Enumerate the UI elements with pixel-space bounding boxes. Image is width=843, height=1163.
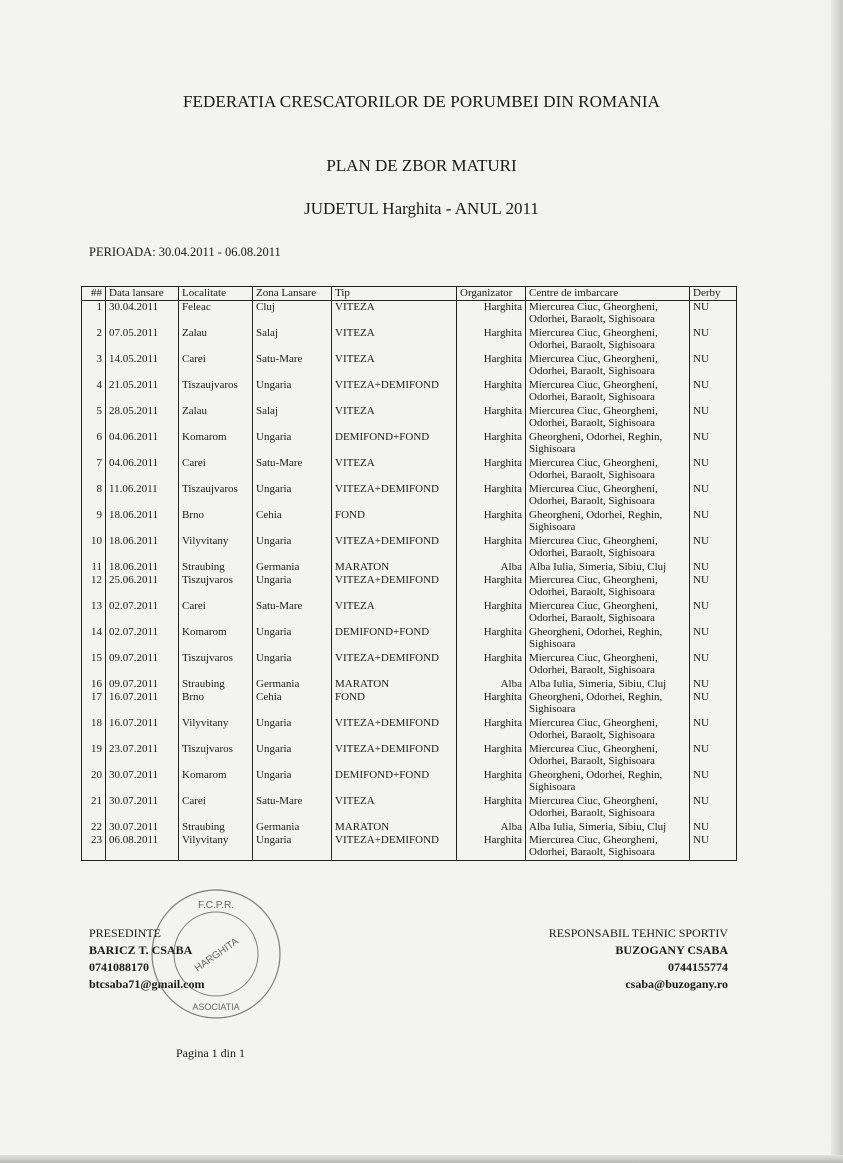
cell-derby: NU: [690, 795, 737, 821]
cell-place: Tiszujvaros: [179, 743, 253, 769]
cell-nr: 9: [82, 509, 106, 535]
cell-org: Harghita: [457, 691, 526, 717]
cell-place: Vilyvitany: [179, 535, 253, 561]
cell-type: VITEZA: [332, 795, 457, 821]
cell-date: 07.05.2011: [106, 327, 179, 353]
flight-plan-table: [81, 286, 737, 861]
cell-zone: Germania: [253, 561, 332, 574]
table-body: [82, 301, 737, 861]
cell-derby: NU: [690, 834, 737, 861]
federation-title: FEDERATIA CRESCATORILOR DE PORUMBEI DIN ROMANIA: [182, 92, 661, 111]
cell-nr: 5: [82, 405, 106, 431]
cell-type: MARATON: [332, 678, 457, 691]
cell-center: Miercurea Ciuc, Gheorgheni, Odorhei, Baraolt, Sighisoara: [526, 574, 690, 600]
technical-role: RESPONSABIL TEHNIC SPORTIV: [548, 926, 728, 940]
cell-date: 04.06.2011: [106, 457, 179, 483]
cell-zone: Ungaria: [253, 431, 332, 457]
cell-org: Harghita: [457, 626, 526, 652]
table-row: [82, 691, 737, 717]
cell-date: 16.07.2011: [106, 691, 179, 717]
cell-place: Brno: [179, 691, 253, 717]
cell-place: Tiszaujvaros: [179, 379, 253, 405]
cell-org: Harghita: [457, 652, 526, 678]
table-row: [82, 795, 737, 821]
cell-zone: Ungaria: [253, 769, 332, 795]
cell-center: Miercurea Ciuc, Gheorgheni, Odorhei, Baraolt, Sighisoara: [526, 301, 690, 328]
cell-date: 21.05.2011: [106, 379, 179, 405]
cell-nr: 2: [82, 327, 106, 353]
cell-center: Miercurea Ciuc, Gheorgheni, Odorhei, Baraolt, Sighisoara: [526, 717, 690, 743]
cell-org: Harghita: [457, 535, 526, 561]
cell-zone: Ungaria: [253, 483, 332, 509]
cell-nr: 8: [82, 483, 106, 509]
table-row: [82, 457, 737, 483]
cell-date: 25.06.2011: [106, 574, 179, 600]
cell-zone: Ungaria: [253, 379, 332, 405]
table-row: [82, 717, 737, 743]
cell-org: Harghita: [457, 795, 526, 821]
cell-type: FOND: [332, 509, 457, 535]
cell-nr: 6: [82, 431, 106, 457]
cell-place: Vilyvitany: [179, 834, 253, 861]
cell-zone: Ungaria: [253, 535, 332, 561]
cell-place: Carei: [179, 600, 253, 626]
cell-org: Harghita: [457, 600, 526, 626]
cell-zone: Cehia: [253, 691, 332, 717]
cell-place: Carei: [179, 353, 253, 379]
table-row: [82, 483, 737, 509]
cell-zone: Cehia: [253, 509, 332, 535]
cell-center: Miercurea Ciuc, Gheorgheni, Odorhei, Baraolt, Sighisoara: [526, 379, 690, 405]
cell-center: Miercurea Ciuc, Gheorgheni, Odorhei, Baraolt, Sighisoara: [526, 743, 690, 769]
table-row: [82, 561, 737, 574]
cell-place: Zalau: [179, 327, 253, 353]
cell-nr: 20: [82, 769, 106, 795]
cell-org: Harghita: [457, 405, 526, 431]
cell-org: Alba: [457, 561, 526, 574]
cell-type: VITEZA+DEMIFOND: [332, 834, 457, 861]
cell-zone: Germania: [253, 821, 332, 834]
column-header: ##: [82, 287, 106, 301]
cell-type: VITEZA+DEMIFOND: [332, 717, 457, 743]
cell-derby: NU: [690, 483, 737, 509]
cell-date: 30.04.2011: [106, 301, 179, 328]
cell-date: 18.06.2011: [106, 509, 179, 535]
cell-type: MARATON: [332, 821, 457, 834]
cell-place: Carei: [179, 795, 253, 821]
cell-org: Harghita: [457, 717, 526, 743]
period-text: PERIOADA: 30.04.2011 - 06.08.2011: [89, 245, 281, 259]
president-role: PRESEDINTE: [89, 926, 161, 940]
cell-place: Tiszaujvaros: [179, 483, 253, 509]
cell-type: DEMIFOND+FOND: [332, 626, 457, 652]
svg-text:HARGHITA: HARGHITA: [192, 936, 241, 975]
cell-zone: Salaj: [253, 405, 332, 431]
cell-nr: 21: [82, 795, 106, 821]
cell-org: Harghita: [457, 379, 526, 405]
column-header: Zona Lansare: [253, 287, 332, 301]
cell-center: Miercurea Ciuc, Gheorgheni, Odorhei, Baraolt, Sighisoara: [526, 795, 690, 821]
cell-nr: 19: [82, 743, 106, 769]
cell-derby: NU: [690, 691, 737, 717]
cell-zone: Germania: [253, 678, 332, 691]
svg-text:F.C.P.R.: F.C.P.R.: [198, 900, 234, 911]
cell-org: Harghita: [457, 834, 526, 861]
table-header-row: [82, 287, 737, 301]
cell-center: Miercurea Ciuc, Gheorgheni, Odorhei, Baraolt, Sighisoara: [526, 600, 690, 626]
cell-nr: 12: [82, 574, 106, 600]
cell-type: VITEZA+DEMIFOND: [332, 379, 457, 405]
cell-org: Harghita: [457, 301, 526, 328]
table-row: [82, 509, 737, 535]
scan-edge-bottom: [0, 1155, 843, 1163]
cell-derby: NU: [690, 769, 737, 795]
cell-place: Vilyvitany: [179, 717, 253, 743]
cell-center: Gheorgheni, Odorhei, Reghin, Sighisoara: [526, 691, 690, 717]
cell-type: VITEZA: [332, 353, 457, 379]
cell-type: DEMIFOND+FOND: [332, 769, 457, 795]
cell-type: VITEZA: [332, 600, 457, 626]
cell-derby: NU: [690, 717, 737, 743]
cell-zone: Cluj: [253, 301, 332, 328]
cell-type: VITEZA: [332, 301, 457, 328]
table-row: [82, 431, 737, 457]
cell-place: Tiszujvaros: [179, 652, 253, 678]
cell-nr: 17: [82, 691, 106, 717]
cell-derby: NU: [690, 509, 737, 535]
cell-center: Miercurea Ciuc, Gheorgheni, Odorhei, Baraolt, Sighisoara: [526, 327, 690, 353]
column-header: Derby: [690, 287, 737, 301]
cell-nr: 13: [82, 600, 106, 626]
cell-place: Komarom: [179, 626, 253, 652]
cell-center: Miercurea Ciuc, Gheorgheni, Odorhei, Baraolt, Sighisoara: [526, 834, 690, 861]
cell-nr: 15: [82, 652, 106, 678]
cell-derby: NU: [690, 626, 737, 652]
cell-zone: Ungaria: [253, 574, 332, 600]
cell-place: Tiszujvaros: [179, 574, 253, 600]
cell-zone: Satu-Mare: [253, 457, 332, 483]
cell-date: 06.08.2011: [106, 834, 179, 861]
cell-center: Miercurea Ciuc, Gheorgheni, Odorhei, Baraolt, Sighisoara: [526, 353, 690, 379]
cell-center: Miercurea Ciuc, Gheorgheni, Odorhei, Baraolt, Sighisoara: [526, 535, 690, 561]
cell-nr: 14: [82, 626, 106, 652]
table-row: [82, 301, 737, 328]
cell-type: VITEZA: [332, 457, 457, 483]
cell-center: Miercurea Ciuc, Gheorgheni, Odorhei, Baraolt, Sighisoara: [526, 405, 690, 431]
cell-org: Harghita: [457, 743, 526, 769]
cell-place: Feleac: [179, 301, 253, 328]
cell-place: Straubing: [179, 678, 253, 691]
cell-derby: NU: [690, 561, 737, 574]
column-header: Organizator: [457, 287, 526, 301]
cell-nr: 7: [82, 457, 106, 483]
cell-type: VITEZA: [332, 327, 457, 353]
cell-date: 09.07.2011: [106, 678, 179, 691]
president-phone: 0741088170: [89, 960, 149, 974]
cell-derby: NU: [690, 678, 737, 691]
plan-title: PLAN DE ZBOR MATURI: [326, 156, 517, 175]
cell-derby: NU: [690, 743, 737, 769]
cell-nr: 22: [82, 821, 106, 834]
technical-signature-block: [549, 925, 728, 993]
cell-place: Straubing: [179, 561, 253, 574]
cell-center: Gheorgheni, Odorhei, Reghin, Sighisoara: [526, 769, 690, 795]
table-row: [82, 405, 737, 431]
cell-nr: 3: [82, 353, 106, 379]
cell-place: Straubing: [179, 821, 253, 834]
cell-org: Harghita: [457, 769, 526, 795]
president-name: BARICZ T. CSABA: [89, 943, 193, 957]
table-row: [82, 327, 737, 353]
cell-place: Komarom: [179, 769, 253, 795]
cell-date: 02.07.2011: [106, 626, 179, 652]
cell-nr: 11: [82, 561, 106, 574]
cell-place: Zalau: [179, 405, 253, 431]
table-row: [82, 535, 737, 561]
cell-zone: Ungaria: [253, 834, 332, 861]
cell-type: VITEZA+DEMIFOND: [332, 574, 457, 600]
cell-place: Brno: [179, 509, 253, 535]
cell-center: Alba Iulia, Simeria, Sibiu, Cluj: [526, 821, 690, 834]
cell-type: VITEZA+DEMIFOND: [332, 535, 457, 561]
cell-type: MARATON: [332, 561, 457, 574]
cell-org: Alba: [457, 821, 526, 834]
cell-date: 18.06.2011: [106, 535, 179, 561]
cell-derby: NU: [690, 457, 737, 483]
cell-type: FOND: [332, 691, 457, 717]
cell-org: Harghita: [457, 327, 526, 353]
cell-derby: NU: [690, 574, 737, 600]
table-row: [82, 678, 737, 691]
cell-type: DEMIFOND+FOND: [332, 431, 457, 457]
cell-derby: NU: [690, 535, 737, 561]
cell-type: VITEZA: [332, 405, 457, 431]
cell-org: Harghita: [457, 353, 526, 379]
cell-derby: NU: [690, 405, 737, 431]
cell-center: Gheorgheni, Odorhei, Reghin, Sighisoara: [526, 509, 690, 535]
cell-place: Komarom: [179, 431, 253, 457]
cell-date: 09.07.2011: [106, 652, 179, 678]
cell-center: Gheorgheni, Odorhei, Reghin, Sighisoara: [526, 431, 690, 457]
county-title: JUDETUL Harghita - ANUL 2011: [304, 199, 539, 218]
cell-nr: 4: [82, 379, 106, 405]
cell-org: Harghita: [457, 483, 526, 509]
cell-derby: NU: [690, 353, 737, 379]
cell-date: 04.06.2011: [106, 431, 179, 457]
column-header: Localitate: [179, 287, 253, 301]
cell-derby: NU: [690, 431, 737, 457]
cell-org: Harghita: [457, 509, 526, 535]
cell-date: 02.07.2011: [106, 600, 179, 626]
cell-org: Alba: [457, 678, 526, 691]
cell-nr: 23: [82, 834, 106, 861]
cell-derby: NU: [690, 327, 737, 353]
cell-zone: Ungaria: [253, 626, 332, 652]
cell-zone: Satu-Mare: [253, 795, 332, 821]
cell-place: Carei: [179, 457, 253, 483]
cell-center: Gheorgheni, Odorhei, Reghin, Sighisoara: [526, 626, 690, 652]
cell-nr: 1: [82, 301, 106, 328]
cell-date: 14.05.2011: [106, 353, 179, 379]
cell-org: Harghita: [457, 574, 526, 600]
technical-name: BUZOGANY CSABA: [615, 943, 728, 957]
table-row: [82, 743, 737, 769]
table-row: [82, 379, 737, 405]
svg-text:ASOCIATIA: ASOCIATIA: [192, 1002, 240, 1012]
cell-type: VITEZA+DEMIFOND: [332, 743, 457, 769]
president-email: btcsaba71@gmail.com: [89, 977, 205, 991]
cell-type: VITEZA+DEMIFOND: [332, 483, 457, 509]
table-row: [82, 600, 737, 626]
cell-date: 30.07.2011: [106, 821, 179, 834]
cell-derby: NU: [690, 600, 737, 626]
cell-date: 28.05.2011: [106, 405, 179, 431]
cell-derby: NU: [690, 301, 737, 328]
cell-date: 18.06.2011: [106, 561, 179, 574]
cell-date: 30.07.2011: [106, 769, 179, 795]
cell-zone: Satu-Mare: [253, 353, 332, 379]
cell-date: 16.07.2011: [106, 717, 179, 743]
cell-zone: Ungaria: [253, 717, 332, 743]
table-row: [82, 769, 737, 795]
cell-type: VITEZA+DEMIFOND: [332, 652, 457, 678]
cell-zone: Satu-Mare: [253, 600, 332, 626]
cell-derby: NU: [690, 652, 737, 678]
cell-zone: Ungaria: [253, 652, 332, 678]
cell-nr: 10: [82, 535, 106, 561]
table-row: [82, 821, 737, 834]
technical-email: csaba@buzogany.ro: [625, 977, 728, 991]
cell-nr: 18: [82, 717, 106, 743]
page-number: Pagina 1 din 1: [176, 1046, 245, 1060]
cell-center: Miercurea Ciuc, Gheorgheni, Odorhei, Baraolt, Sighisoara: [526, 457, 690, 483]
cell-zone: Salaj: [253, 327, 332, 353]
cell-date: 23.07.2011: [106, 743, 179, 769]
cell-nr: 16: [82, 678, 106, 691]
cell-date: 11.06.2011: [106, 483, 179, 509]
cell-center: Miercurea Ciuc, Gheorgheni, Odorhei, Baraolt, Sighisoara: [526, 483, 690, 509]
cell-org: Harghita: [457, 457, 526, 483]
cell-org: Harghita: [457, 431, 526, 457]
table-row: [82, 652, 737, 678]
table-row: [82, 626, 737, 652]
table-row: [82, 574, 737, 600]
cell-derby: NU: [690, 821, 737, 834]
column-header: Tip: [332, 287, 457, 301]
table-row: [82, 353, 737, 379]
cell-center: Alba Iulia, Simeria, Sibiu, Cluj: [526, 561, 690, 574]
association-stamp: [148, 886, 284, 1022]
cell-center: Alba Iulia, Simeria, Sibiu, Cluj: [526, 678, 690, 691]
cell-date: 30.07.2011: [106, 795, 179, 821]
column-header: Data lansare: [106, 287, 179, 301]
table-row: [82, 834, 737, 861]
cell-derby: NU: [690, 379, 737, 405]
technical-phone: 0744155774: [668, 960, 728, 974]
cell-center: Miercurea Ciuc, Gheorgheni, Odorhei, Baraolt, Sighisoara: [526, 652, 690, 678]
cell-zone: Ungaria: [253, 743, 332, 769]
column-header: Centre de imbarcare: [526, 287, 690, 301]
